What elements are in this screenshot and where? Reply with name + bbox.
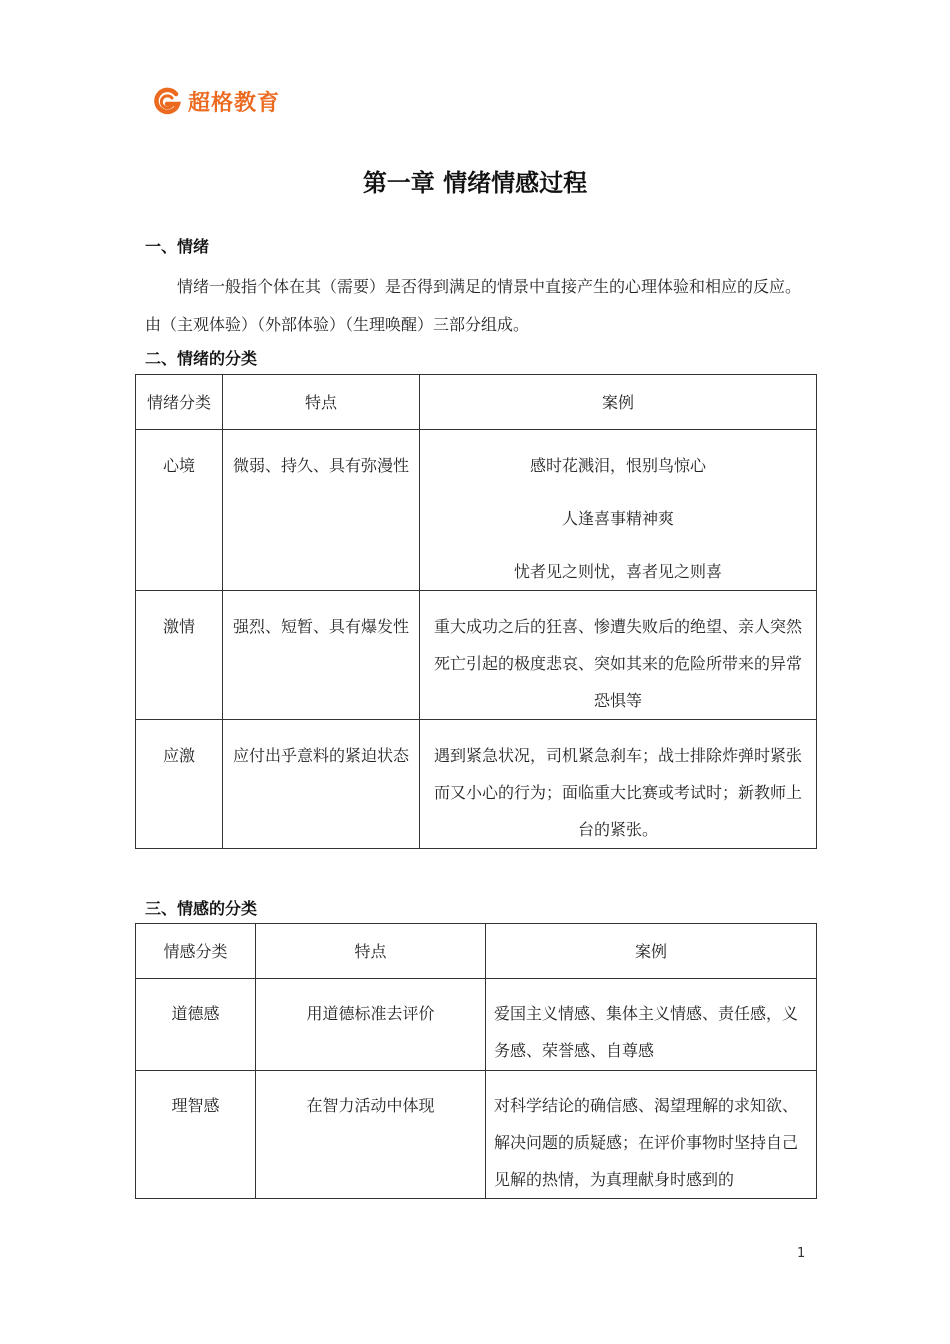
example-cell <box>420 430 817 591</box>
column-header: 案例 <box>420 375 817 430</box>
column-header: 特点 <box>256 924 486 979</box>
type-cell: 道德感 <box>136 979 256 1071</box>
feeling-table <box>135 923 817 1199</box>
column-header: 案例 <box>486 924 817 979</box>
feature-cell: 用道德标准去评价 <box>256 979 486 1071</box>
column-header: 情感分类 <box>136 924 256 979</box>
table-row <box>136 720 817 849</box>
table-row <box>136 979 817 1071</box>
emotion-table <box>135 374 817 849</box>
emotion-definition: 情绪一般指个体在其（需要）是否得到满足的情景中直接产生的心理体验和相应的反应。由（主观体验）（外部体验）（生理唤醒）三部分组成。 <box>145 277 802 334</box>
type-cell: 理智感 <box>136 1071 256 1199</box>
section-heading-feeling-types: 三、情感的分类 <box>145 899 258 918</box>
section-heading-emotion-types: 二、情绪的分类 <box>145 349 258 368</box>
example-line: 人逢喜事精神爽 <box>561 509 674 528</box>
logo <box>152 86 280 117</box>
table-header-row <box>136 375 817 430</box>
column-header: 特点 <box>223 375 420 430</box>
logo-mark-icon <box>152 87 182 117</box>
example-cell: 对科学结论的确信感、渴望理解的求知欲、解决问题的质疑感；在评价事物时坚持自己见解的热情，为真理献身时感到的 <box>486 1071 817 1199</box>
page-number: 1 <box>797 1246 806 1261</box>
table-row <box>136 430 817 591</box>
feature-cell: 在智力活动中体现 <box>256 1071 486 1199</box>
page-title: 第一章 情绪情感过程 <box>362 169 588 197</box>
type-cell: 应激 <box>136 720 223 849</box>
feature-cell: 微弱、持久、具有弥漫性 <box>223 430 420 591</box>
example-cell: 遇到紧急状况，司机紧急刹车；战士排除炸弹时紧张而又小心的行为；面临重大比赛或考试时；新教师上台的紧张。 <box>420 720 817 849</box>
table-header-row <box>136 924 817 979</box>
table-row <box>136 1071 817 1199</box>
example-line: 忧者见之则忧，喜者见之则喜 <box>513 562 722 581</box>
column-header: 情绪分类 <box>136 375 223 430</box>
type-cell: 心境 <box>136 430 223 591</box>
feature-cell: 应付出乎意料的紧迫状态 <box>223 720 420 849</box>
logo-text: 超格教育 <box>188 91 281 116</box>
table-row <box>136 591 817 720</box>
type-cell: 激情 <box>136 591 223 720</box>
example-cell: 爱国主义情感、集体主义情感、责任感，义务感、荣誉感、自尊感 <box>486 979 817 1071</box>
example-cell: 重大成功之后的狂喜、惨遭失败后的绝望、亲人突然死亡引起的极度悲哀、突如其来的危险所带来的异常恐惧等 <box>420 591 817 720</box>
example-line: 感时花溅泪，恨别鸟惊心 <box>529 456 706 475</box>
section-heading-emotion: 一、情绪 <box>145 237 210 256</box>
feature-cell: 强烈、短暂、具有爆发性 <box>223 591 420 720</box>
